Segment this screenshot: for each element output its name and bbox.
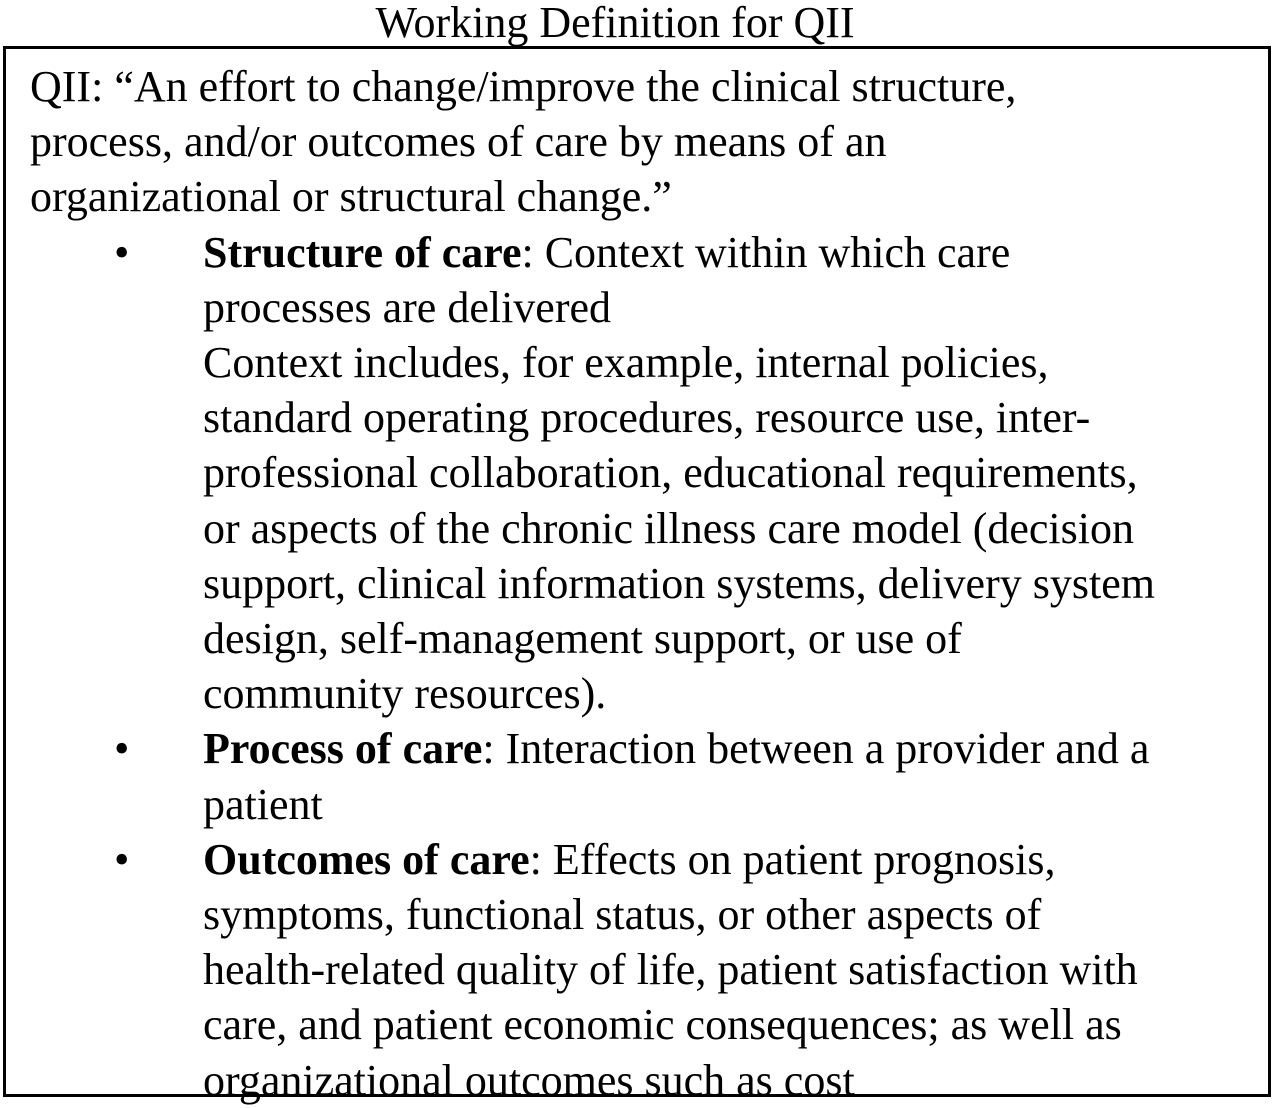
bullet-line: processes are delivered [203,282,612,332]
bullet-icon: • [114,724,130,774]
term-rest: : Interaction between a provider and a [482,724,1150,774]
bullet-first-line [203,721,1255,776]
bullet-first-line [203,225,1255,280]
intro-line-1 [30,59,1150,114]
bullet-icon: • [114,834,130,884]
bullet-line: professional collaboration, educational requirements, [203,448,1138,498]
bullet-first-line [203,832,1255,887]
definition-content [30,59,1255,1108]
bullet-line: organizational outcomes such as cost [203,1055,855,1105]
bullet-line: symptoms, functional status, or other aspects of [203,890,1042,940]
bullet-line: or aspects of the chronic illness care model (decision [203,503,1135,553]
intro-text-1: “An effort to change/improve the clinical structure, [114,62,1017,111]
bullet-line: Context includes, for example, internal policies, [203,338,1049,388]
term-rest: : Context within which care [521,227,1011,277]
qii-definition [30,59,1150,225]
intro-line-2: process, and/or outcomes of care by means of an [30,117,887,167]
bullet-line: design, self-management support, or use of [203,614,962,664]
bullet-line: patient [203,779,323,829]
term-rest: : Effects on patient prognosis, [529,834,1056,884]
bullet-line: health-related quality of life, patient satisfaction with [203,945,1138,995]
bullet-line: community resources). [203,669,607,719]
document-title: Working Definition for QII [375,0,855,47]
bullet-line: support, clinical information systems, delivery system [203,558,1155,608]
care-dimensions-list [30,225,1255,1108]
bullet-line: care, and patient economic consequences; as well as [203,1000,1122,1050]
list-item-process-of-care [30,721,1255,831]
intro-line-3: organizational or structural change.” [30,172,672,222]
bullet-icon: • [114,227,130,277]
term-process-of-care: Process of care [203,724,483,774]
list-item-outcomes-of-care [30,832,1255,1108]
term-outcomes-of-care: Outcomes of care [203,834,530,884]
term-structure-of-care: Structure of care [203,227,522,277]
qii-label: QII: [30,62,104,111]
bullet-line: standard operating procedures, resource use, inter- [203,393,1091,443]
list-item-structure-of-care [30,225,1255,722]
